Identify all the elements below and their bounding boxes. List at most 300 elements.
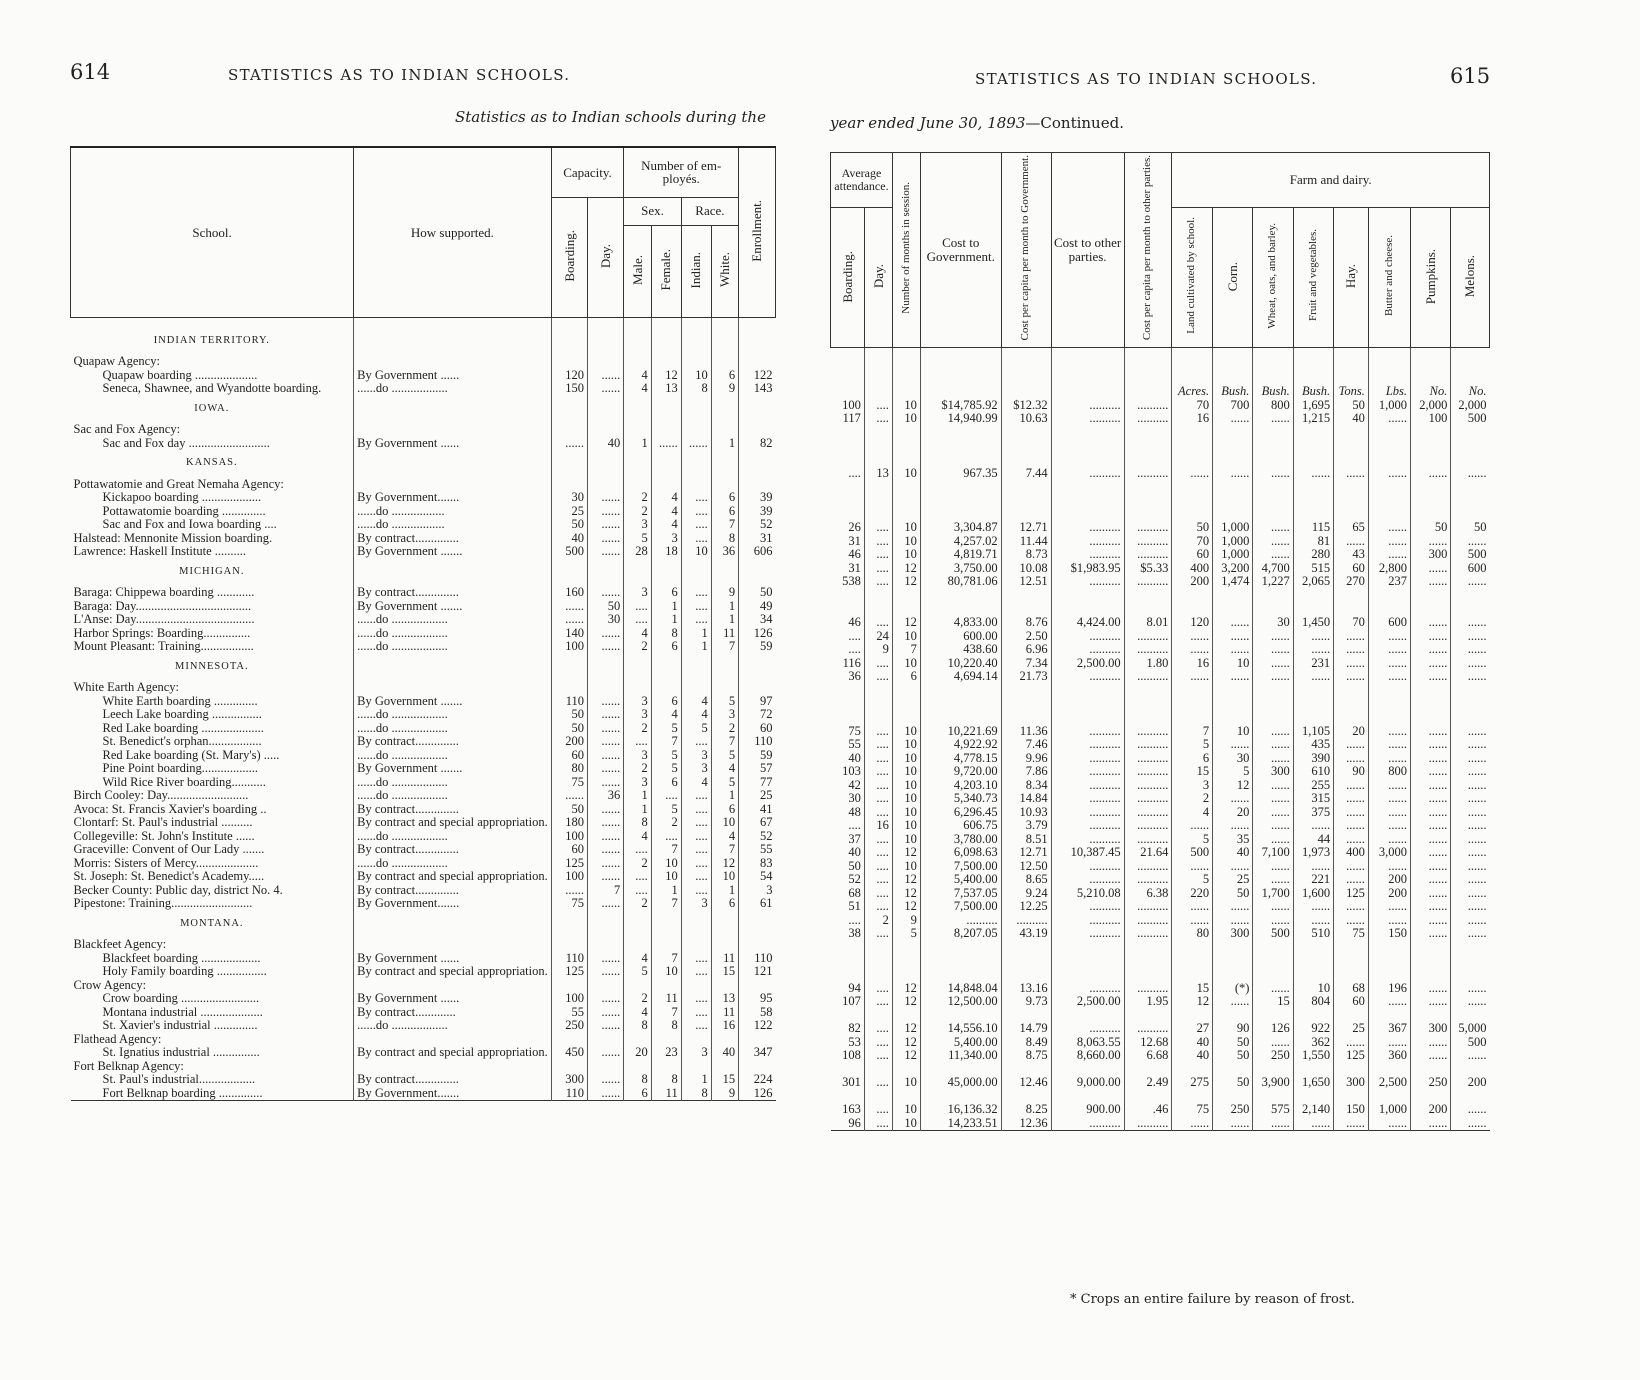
school-name: Seneca, Shawnee, and Wyandotte boarding. bbox=[102, 382, 322, 395]
spacer-cell bbox=[1051, 347, 1124, 358]
table-row bbox=[831, 548, 1490, 562]
col-butter-cheese: Butter and cheese. bbox=[1368, 208, 1410, 348]
capacity-day: ...... bbox=[588, 870, 624, 884]
empty-cell bbox=[1051, 1063, 1124, 1077]
empty-cell bbox=[1293, 358, 1333, 386]
employes-white: 4 bbox=[711, 830, 738, 844]
table-row bbox=[71, 532, 776, 546]
spacer-cell bbox=[1124, 347, 1172, 358]
empty-cell bbox=[892, 1090, 920, 1104]
running-head-left: STATISTICS AS TO INDIAN SCHOOLS. bbox=[228, 66, 571, 84]
cost-government: 12,500.00 bbox=[920, 995, 1001, 1009]
wheat: ...... bbox=[1253, 873, 1293, 887]
how-supported: By Government ...... bbox=[354, 992, 552, 1006]
att-boarding: 163 bbox=[842, 1102, 861, 1117]
per-capita-other: .......... bbox=[1124, 670, 1172, 684]
land: 40 bbox=[1172, 1049, 1213, 1063]
employes-white: 6 bbox=[711, 803, 738, 817]
hay: ...... bbox=[1334, 738, 1369, 752]
school-name: L'Anse: Day...................................... bbox=[73, 613, 255, 626]
empty-cell bbox=[920, 941, 1001, 969]
cost-other: 8,660.00 bbox=[1051, 1049, 1124, 1063]
cost-other: 2,500.00 bbox=[1051, 657, 1124, 671]
table-row bbox=[71, 965, 776, 979]
empty-cell bbox=[681, 478, 711, 492]
att-day: .... bbox=[864, 1036, 892, 1050]
att-boarding: .... bbox=[848, 465, 861, 480]
agency-spacer-row bbox=[831, 711, 1490, 725]
employes-white: 6 bbox=[711, 897, 738, 911]
empty-cell bbox=[1001, 711, 1051, 725]
corn: 12 bbox=[1213, 779, 1253, 793]
empty-cell bbox=[831, 358, 865, 386]
state-spacer-row bbox=[831, 941, 1490, 969]
butter: 367 bbox=[1368, 1022, 1410, 1036]
cost-other: .......... bbox=[1051, 792, 1124, 806]
spacer-cell bbox=[920, 347, 1001, 358]
months: 7 bbox=[892, 643, 920, 657]
enrollment: 126 bbox=[739, 627, 776, 641]
empty-cell bbox=[1172, 480, 1213, 508]
per-capita-other: .......... bbox=[1124, 399, 1172, 413]
employes-white: 11 bbox=[711, 627, 738, 641]
cost-government: 3,780.00 bbox=[920, 833, 1001, 847]
school-name: Birch Cooley: Day.......................... bbox=[73, 789, 249, 802]
empty-cell bbox=[1124, 941, 1172, 969]
hay: 125 bbox=[1334, 887, 1369, 901]
enrollment: 52 bbox=[739, 830, 776, 844]
cost-other: 8,063.55 bbox=[1051, 1036, 1124, 1050]
att-boarding: 301 bbox=[842, 1075, 861, 1090]
empty-cell bbox=[920, 508, 1001, 522]
empty-cell bbox=[551, 559, 587, 587]
empty-cell bbox=[1253, 1063, 1293, 1077]
empty-cell bbox=[1213, 968, 1253, 982]
cost-government: 5,400.00 bbox=[920, 873, 1001, 887]
pumpkins: ...... bbox=[1411, 670, 1451, 684]
melons: ...... bbox=[1451, 1049, 1490, 1063]
cost-other: .......... bbox=[1051, 670, 1124, 684]
butter: ...... bbox=[1368, 657, 1410, 671]
att-boarding: 96 bbox=[848, 1115, 861, 1130]
pumpkins: ...... bbox=[1411, 819, 1451, 833]
empty-cell bbox=[920, 1063, 1001, 1077]
empty-cell bbox=[1124, 1063, 1172, 1077]
employes-white: 36 bbox=[711, 545, 738, 559]
land: 40 bbox=[1172, 1036, 1213, 1050]
employes-male: 4 bbox=[624, 627, 651, 641]
col-indian: Indian. bbox=[681, 225, 711, 317]
corn: 50 bbox=[1213, 1036, 1253, 1050]
land: ...... bbox=[1172, 630, 1213, 644]
empty-cell bbox=[1213, 1009, 1253, 1023]
att-day: .... bbox=[864, 887, 892, 901]
capacity-boarding: 30 bbox=[551, 491, 587, 505]
enrollment: 50 bbox=[739, 586, 776, 600]
enrollment: 52 bbox=[739, 518, 776, 532]
agency-row bbox=[71, 1033, 776, 1047]
empty-cell bbox=[1368, 1063, 1410, 1077]
empty-cell bbox=[1253, 480, 1293, 508]
att-boarding: 117 bbox=[842, 411, 861, 426]
school-name: Halstead: Mennonite Mission boarding. bbox=[73, 531, 273, 545]
hay: ...... bbox=[1334, 792, 1369, 806]
cost-government: 8,207.05 bbox=[920, 927, 1001, 941]
per-capita-government: 13.16 bbox=[1001, 982, 1051, 996]
empty-cell bbox=[831, 711, 865, 725]
pumpkins: 250 bbox=[1411, 1076, 1451, 1090]
school-name: St. Paul's industrial.................. bbox=[102, 1073, 256, 1086]
att-day: .... bbox=[864, 670, 892, 684]
per-capita-other: .......... bbox=[1124, 643, 1172, 657]
cost-other: .......... bbox=[1051, 630, 1124, 644]
empty-cell bbox=[892, 684, 920, 712]
butter: ...... bbox=[1368, 779, 1410, 793]
table-row bbox=[71, 1046, 776, 1060]
att-boarding: 46 bbox=[848, 615, 861, 630]
empty-cell bbox=[864, 426, 892, 454]
fruit: 435 bbox=[1293, 738, 1333, 752]
fruit: 1,973 bbox=[1293, 846, 1333, 860]
fruit: ...... bbox=[1293, 914, 1333, 928]
months: 10 bbox=[892, 412, 920, 426]
enrollment: 59 bbox=[739, 749, 776, 763]
table-row bbox=[71, 708, 776, 722]
empty-cell bbox=[1124, 684, 1172, 712]
att-boarding: 38 bbox=[848, 926, 861, 941]
per-capita-government: 8.25 bbox=[1001, 1103, 1051, 1117]
empty-cell bbox=[588, 938, 624, 952]
spacer-cell bbox=[551, 317, 587, 328]
employes-indian: 4 bbox=[681, 708, 711, 722]
table-row bbox=[831, 995, 1490, 1009]
att-day: .... bbox=[864, 535, 892, 549]
att-boarding: 116 bbox=[842, 655, 861, 670]
employes-indian: .... bbox=[681, 965, 711, 979]
empty-cell bbox=[711, 938, 738, 952]
employes-white: 2 bbox=[711, 722, 738, 736]
per-capita-government: 10.93 bbox=[1001, 806, 1051, 820]
cost-government: 6,098.63 bbox=[920, 846, 1001, 860]
melons: ...... bbox=[1451, 914, 1490, 928]
employes-indian: .... bbox=[681, 1019, 711, 1033]
table-row bbox=[71, 518, 776, 532]
empty-cell bbox=[1411, 1090, 1451, 1104]
empty-cell bbox=[920, 1090, 1001, 1104]
employes-male: 4 bbox=[624, 382, 651, 396]
cost-government: 14,848.04 bbox=[920, 982, 1001, 996]
unit-label: Bush. bbox=[1213, 385, 1253, 399]
hay: 25 bbox=[1334, 1022, 1369, 1036]
cost-government: 14,233.51 bbox=[920, 1117, 1001, 1131]
months: 10 bbox=[892, 819, 920, 833]
capacity-day: ...... bbox=[588, 491, 624, 505]
empty-cell bbox=[711, 1060, 738, 1074]
empty-cell bbox=[739, 1033, 776, 1047]
empty-cell bbox=[1253, 941, 1293, 969]
employes-indian: .... bbox=[681, 843, 711, 857]
employes-female: 10 bbox=[651, 857, 681, 871]
table-row bbox=[71, 789, 776, 803]
col-female: Female. bbox=[651, 225, 681, 317]
hay: 125 bbox=[1334, 1049, 1369, 1063]
att-day: .... bbox=[864, 657, 892, 671]
how-supported: ......do .................. bbox=[354, 613, 552, 627]
capacity-boarding: 100 bbox=[551, 992, 587, 1006]
empty-cell bbox=[920, 711, 1001, 725]
melons: ...... bbox=[1451, 900, 1490, 914]
capacity-boarding: ...... bbox=[551, 789, 587, 803]
empty-cell bbox=[1451, 358, 1490, 386]
butter: 200 bbox=[1368, 887, 1410, 901]
empty-cell bbox=[1411, 453, 1451, 467]
att-boarding: 108 bbox=[842, 1048, 861, 1063]
employes-male: 4 bbox=[624, 952, 651, 966]
corn: (*) bbox=[1213, 982, 1253, 996]
table-row bbox=[831, 1103, 1490, 1117]
cost-other: .......... bbox=[1051, 833, 1124, 847]
land: ...... bbox=[1172, 467, 1213, 481]
corn: ...... bbox=[1213, 1117, 1253, 1131]
empty-cell bbox=[1411, 968, 1451, 982]
per-capita-other: .......... bbox=[1124, 927, 1172, 941]
pumpkins: ...... bbox=[1411, 833, 1451, 847]
empty-cell bbox=[1334, 508, 1369, 522]
corn: ...... bbox=[1213, 643, 1253, 657]
per-capita-other: .46 bbox=[1124, 1103, 1172, 1117]
empty-cell bbox=[831, 453, 865, 467]
fruit: 1,600 bbox=[1293, 887, 1333, 901]
corn: ...... bbox=[1213, 616, 1253, 630]
empty-cell bbox=[892, 385, 920, 399]
att-day: .... bbox=[864, 792, 892, 806]
butter: ...... bbox=[1368, 860, 1410, 874]
butter: 237 bbox=[1368, 575, 1410, 589]
att-boarding: 42 bbox=[848, 777, 861, 792]
empty-cell bbox=[1368, 453, 1410, 467]
enrollment: 39 bbox=[739, 505, 776, 519]
corn: 10 bbox=[1213, 725, 1253, 739]
empty-cell bbox=[1293, 684, 1333, 712]
agency-name: White Earth Agency: bbox=[73, 681, 180, 694]
cost-government: 438.60 bbox=[920, 643, 1001, 657]
att-day: .... bbox=[864, 900, 892, 914]
hay: ...... bbox=[1334, 752, 1369, 766]
enrollment: 57 bbox=[739, 762, 776, 776]
melons: ...... bbox=[1451, 765, 1490, 779]
empty-cell bbox=[624, 559, 651, 587]
att-day: .... bbox=[864, 1103, 892, 1117]
capacity-boarding: 55 bbox=[551, 1006, 587, 1020]
fruit: 255 bbox=[1293, 779, 1333, 793]
school-name: Pottawatomie boarding .............. bbox=[102, 504, 266, 518]
capacity-day: ...... bbox=[588, 965, 624, 979]
employes-white: 9 bbox=[711, 1087, 738, 1101]
table-row bbox=[831, 833, 1490, 847]
att-day: .... bbox=[864, 616, 892, 630]
employes-female: 12 bbox=[651, 369, 681, 383]
employes-indian: .... bbox=[681, 830, 711, 844]
wheat: ...... bbox=[1253, 779, 1293, 793]
page-number-right: 615 bbox=[1450, 64, 1491, 88]
corn: 50 bbox=[1213, 1076, 1253, 1090]
table-row bbox=[831, 900, 1490, 914]
spacer-cell bbox=[651, 317, 681, 328]
capacity-boarding: 180 bbox=[551, 816, 587, 830]
att-day: .... bbox=[864, 982, 892, 996]
corn: 10 bbox=[1213, 657, 1253, 671]
cost-government: 6,296.45 bbox=[920, 806, 1001, 820]
months: 10 bbox=[892, 1103, 920, 1117]
employes-male: 3 bbox=[624, 586, 651, 600]
empty-cell bbox=[1293, 1063, 1333, 1077]
state-heading: MINNESOTA. bbox=[175, 660, 249, 672]
empty-cell bbox=[1213, 426, 1253, 454]
empty-cell bbox=[1334, 1009, 1369, 1023]
cost-other: .......... bbox=[1051, 467, 1124, 481]
how-supported: By Government....... bbox=[354, 897, 552, 911]
months: 10 bbox=[892, 548, 920, 562]
employes-indian: .... bbox=[681, 816, 711, 830]
hay: 40 bbox=[1334, 412, 1369, 426]
enrollment: 606 bbox=[739, 545, 776, 559]
empty-cell bbox=[624, 938, 651, 952]
empty-cell bbox=[1334, 1063, 1369, 1077]
table-row bbox=[71, 627, 776, 641]
employes-indian: .... bbox=[681, 857, 711, 871]
employes-indian: 3 bbox=[681, 1046, 711, 1060]
butter: ...... bbox=[1368, 412, 1410, 426]
right-table-body bbox=[831, 347, 1490, 1131]
per-capita-government: 43.19 bbox=[1001, 927, 1051, 941]
empty-cell bbox=[739, 450, 776, 478]
capacity-boarding: ...... bbox=[551, 600, 587, 614]
empty-cell bbox=[354, 450, 552, 478]
how-supported: By contract and special appropriation. bbox=[354, 816, 552, 830]
employes-white: 40 bbox=[711, 1046, 738, 1060]
per-capita-government: 8.73 bbox=[1001, 548, 1051, 562]
empty-cell bbox=[711, 681, 738, 695]
empty-cell bbox=[711, 911, 738, 939]
cost-government: 45,000.00 bbox=[920, 1076, 1001, 1090]
col-boarding: Boarding. bbox=[551, 197, 587, 317]
table-row bbox=[71, 505, 776, 519]
employes-female: 2 bbox=[651, 816, 681, 830]
table-row bbox=[71, 816, 776, 830]
col-race: Race. bbox=[681, 197, 738, 225]
empty-cell bbox=[681, 938, 711, 952]
empty-cell bbox=[1411, 589, 1451, 617]
empty-cell bbox=[1051, 508, 1124, 522]
empty-cell bbox=[711, 478, 738, 492]
empty-cell bbox=[1051, 1009, 1124, 1023]
hay: ...... bbox=[1334, 643, 1369, 657]
capacity-day: 50 bbox=[588, 600, 624, 614]
employes-female: 1 bbox=[651, 884, 681, 898]
pumpkins: ...... bbox=[1411, 467, 1451, 481]
months: 6 bbox=[892, 670, 920, 684]
employes-indian: .... bbox=[681, 992, 711, 1006]
cost-government: 7,500.00 bbox=[920, 900, 1001, 914]
empty-cell bbox=[892, 941, 920, 969]
att-boarding: 94 bbox=[848, 980, 861, 995]
table-row bbox=[831, 643, 1490, 657]
empty-cell bbox=[588, 355, 624, 369]
empty-cell bbox=[1124, 1090, 1172, 1104]
how-supported: ......do .................. bbox=[354, 1019, 552, 1033]
capacity-day: ...... bbox=[588, 735, 624, 749]
att-day: .... bbox=[864, 1049, 892, 1063]
table-row bbox=[831, 399, 1490, 413]
agency-name: Flathead Agency: bbox=[73, 1032, 162, 1046]
att-boarding: 107 bbox=[842, 994, 861, 1009]
employes-indian: 1 bbox=[681, 1073, 711, 1087]
att-boarding: 538 bbox=[842, 574, 861, 589]
table-row bbox=[71, 640, 776, 654]
capacity-boarding: ...... bbox=[551, 884, 587, 898]
empty-cell bbox=[1213, 684, 1253, 712]
empty-cell bbox=[1253, 1009, 1293, 1023]
spacer-cell bbox=[1001, 347, 1051, 358]
enrollment: 224 bbox=[739, 1073, 776, 1087]
melons: 200 bbox=[1451, 1076, 1490, 1090]
school-name: Blackfeet boarding ................... bbox=[102, 951, 261, 965]
capacity-day: ...... bbox=[588, 1087, 624, 1101]
hay: ...... bbox=[1334, 819, 1369, 833]
agency-spacer-row bbox=[831, 1063, 1490, 1077]
per-capita-other: .......... bbox=[1124, 765, 1172, 779]
cost-other: $1,983.95 bbox=[1051, 562, 1124, 576]
school-name: Pipestone: Training.......................... bbox=[73, 897, 253, 910]
employes-female: 11 bbox=[651, 1087, 681, 1101]
corn: 50 bbox=[1213, 887, 1253, 901]
per-capita-other: .......... bbox=[1124, 792, 1172, 806]
employes-female: 10 bbox=[651, 965, 681, 979]
per-capita-government: 12.46 bbox=[1001, 1076, 1051, 1090]
wheat: 800 bbox=[1253, 399, 1293, 413]
melons: ...... bbox=[1451, 616, 1490, 630]
pumpkins: ...... bbox=[1411, 779, 1451, 793]
capacity-boarding: 25 bbox=[551, 505, 587, 519]
fruit: 315 bbox=[1293, 792, 1333, 806]
state-heading-row bbox=[71, 396, 776, 424]
empty-cell bbox=[739, 681, 776, 695]
col-average-attendance: Average attendance. bbox=[831, 153, 893, 208]
col-farm-and-dairy: Farm and dairy. bbox=[1172, 153, 1490, 208]
unit-label: Tons. bbox=[1334, 385, 1369, 399]
land: 16 bbox=[1172, 657, 1213, 671]
empty-cell bbox=[1051, 941, 1124, 969]
wheat: 15 bbox=[1253, 995, 1293, 1009]
wheat: 3,900 bbox=[1253, 1076, 1293, 1090]
wheat: ...... bbox=[1253, 738, 1293, 752]
empty-cell bbox=[1368, 508, 1410, 522]
empty-cell bbox=[588, 559, 624, 587]
empty-cell bbox=[681, 423, 711, 437]
cost-other: .......... bbox=[1051, 982, 1124, 996]
att-day: .... bbox=[864, 725, 892, 739]
empty-cell bbox=[1172, 508, 1213, 522]
school-name: Leech Lake boarding ................ bbox=[102, 708, 262, 721]
att-day: .... bbox=[864, 765, 892, 779]
empty-cell bbox=[1213, 358, 1253, 386]
footnote: * Crops an entire failure by reason of frost. bbox=[1070, 1292, 1355, 1307]
empty-cell bbox=[354, 328, 552, 356]
capacity-day: ...... bbox=[588, 532, 624, 546]
butter: 360 bbox=[1368, 1049, 1410, 1063]
capacity-boarding: ...... bbox=[551, 613, 587, 627]
corn: 1,000 bbox=[1213, 535, 1253, 549]
